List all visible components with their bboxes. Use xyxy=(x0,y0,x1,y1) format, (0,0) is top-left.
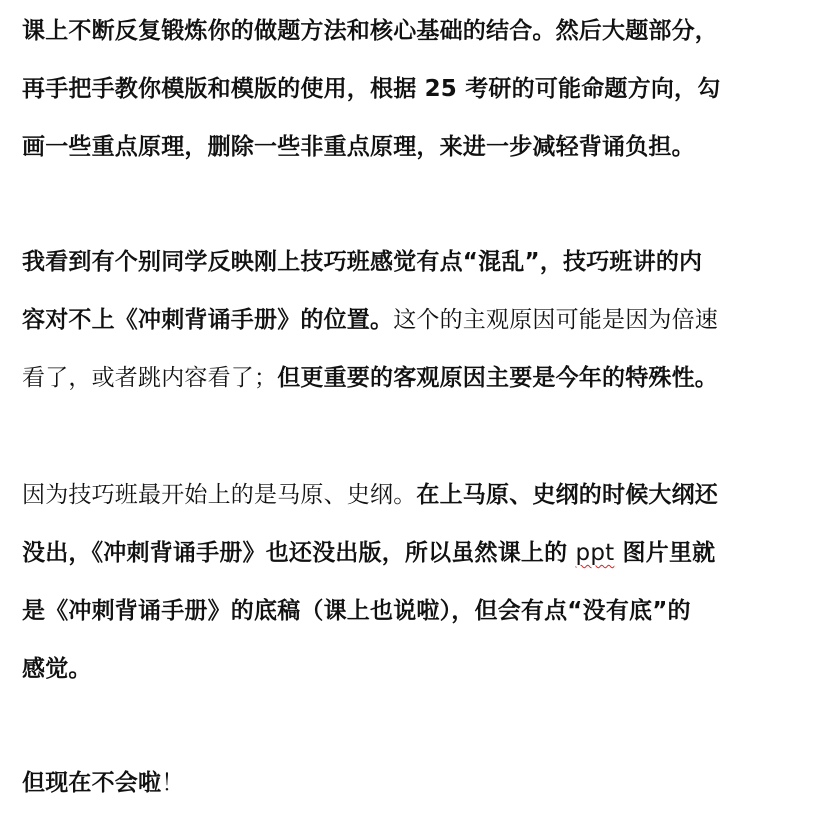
text-line xyxy=(22,60,822,118)
text-segment: 感觉。 xyxy=(22,656,92,682)
paragraph-4 xyxy=(22,754,822,812)
text-line xyxy=(22,524,822,582)
text-line xyxy=(22,754,822,812)
text-segment: 看了，或者跳内容看了； xyxy=(22,365,278,391)
text-segment: 课上不断反复锻炼你的做题方法和核心基础的结合。然后大题部分， xyxy=(22,18,718,44)
paragraph-3 xyxy=(22,466,822,698)
paragraph-1 xyxy=(22,2,822,176)
text-segment: 因为技巧班最开始上的是马原、史纲。 xyxy=(22,482,417,508)
text-line xyxy=(22,118,822,176)
text-segment: 但现在不会啦 xyxy=(22,770,162,796)
text-segment: 容对不上《冲刺背诵手册》的位置。 xyxy=(22,307,394,333)
text-line xyxy=(22,466,822,524)
text-segment: 这个的主观原因可能是因为倍速 xyxy=(393,307,719,333)
text-line xyxy=(22,640,822,698)
text-line xyxy=(22,349,822,407)
spellcheck-flagged-text: ppt xyxy=(575,540,615,566)
text-segment: 是《冲刺背诵手册》的底稿（课上也说啦），但会有点“没有底”的 xyxy=(22,598,691,624)
text-segment: 图片里就 xyxy=(614,540,716,566)
text-line xyxy=(22,582,822,640)
text-line xyxy=(22,2,822,60)
text-segment: 在上马原、史纲的时候大纲还 xyxy=(416,482,719,508)
text-segment: 但更重要的客观原因主要是今年的特殊性。 xyxy=(277,365,719,391)
text-segment: 画一些重点原理，删除一些非重点原理，来进一步减轻背诵负担。 xyxy=(22,134,695,160)
text-line xyxy=(22,233,822,291)
text-segment: 没出，《冲刺背诵手册》也还没出版，所以虽然课上的 xyxy=(22,540,576,566)
text-segment: 我看到有个别同学反映刚上技巧班感觉有点“混乱”，技巧班讲的内 xyxy=(22,249,703,275)
paragraph-2 xyxy=(22,233,822,407)
text-segment: ！ xyxy=(161,770,185,796)
text-segment: 再手把手教你模版和模版的使用，根据 25 考研的可能命题方向，勾 xyxy=(22,76,721,102)
text-line xyxy=(22,291,822,349)
